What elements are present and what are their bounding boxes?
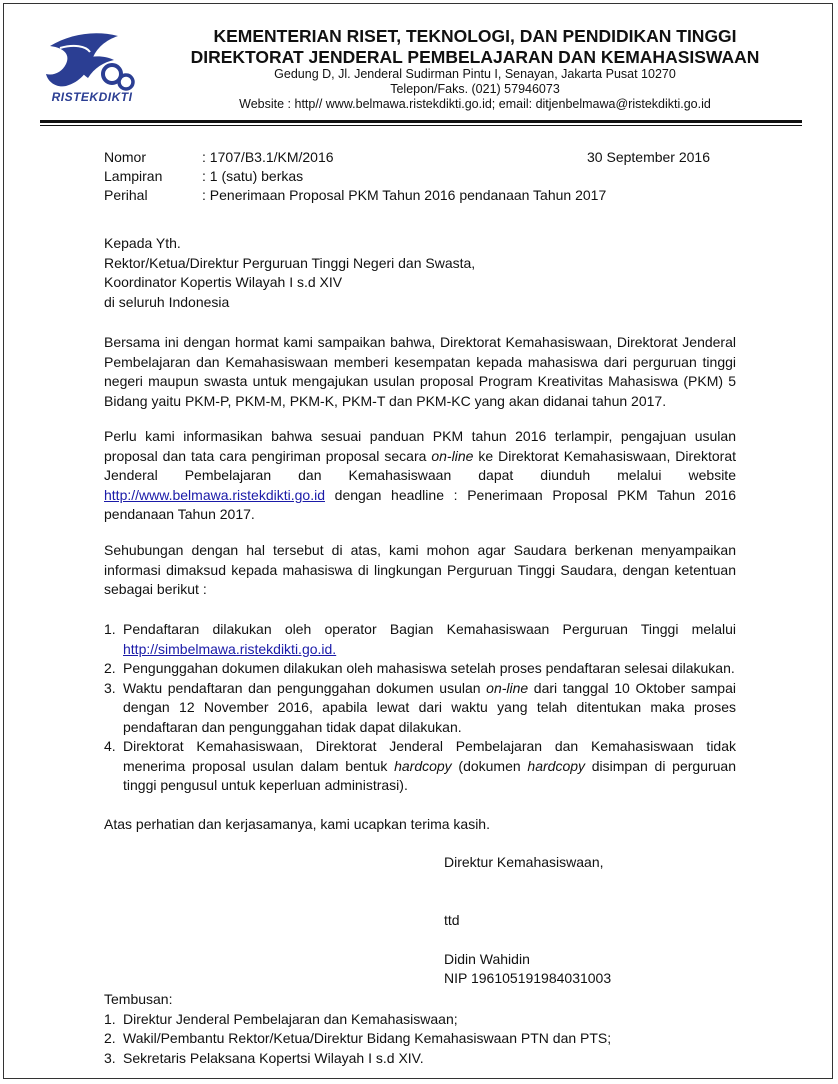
closing-sentence: Atas perhatian dan kerjasamanya, kami ucapkan terima kasih.: [104, 816, 490, 832]
list-item: [104, 620, 736, 659]
letterhead-rule-thin: [40, 125, 802, 126]
list-text: [123, 737, 736, 796]
recipient-line: di seluruh Indonesia: [104, 293, 230, 310]
list-text: Pengunggahan dokumen dilakukan oleh mahasiswa setelah proses pendaftaran selesai dilakukan.: [123, 660, 735, 676]
body-paragraph-1: Bersama ini dengan hormat kami sampaikan bahwa, Direktorat Kemahasiswaan, Direktorat Jenderal Pembelajaran dan Kemahasiswaan memberi kesempatan kepada mahasiswa dari perguruan tinggi negeri maupun swasta untuk mengajukan usulan proposal Program Kreativitas Mahasiswa (PKM) 5 Bidang yaitu PKM-P, PKM-M, PKM-K, PKM-T dan PKM-KC yang akan didanai tahun 2017.: [104, 334, 736, 409]
carbon-copy-item: [104, 1029, 744, 1049]
signature-ttd: ttd: [444, 912, 460, 928]
list-number: 2.: [104, 1030, 116, 1046]
recipient-line: Kepada Yth.: [104, 235, 181, 251]
text-run: dari tanggal 10 Oktober sampai dengan 12 November 2016, apabila lewat dari waktu yang telah ditentukan maka proses pendaftaran dan pengunggahan tidak dapat dilakukan.: [123, 679, 736, 735]
body-paragraph-3: Sehubungan dengan hal tersebut di atas, kami mohon agar Saudara berkenan menyampaikan informasi dimaksud kepada mahasiswa di lingkungan Perguruan Tinggi Saudara, dengan ketentuan sebagai berikut :: [104, 542, 736, 597]
emphasis-text: on-line: [486, 679, 529, 696]
carbon-copy-block: [104, 990, 744, 1068]
carbon-copy-text: Wakil/Pembantu Rektor/Ketua/Direktur Bidang Kemahasiswaan PTN dan PTS;: [123, 1030, 612, 1046]
list-item: [104, 737, 736, 796]
signatory-nip: NIP 196105191984031003: [444, 970, 612, 986]
office-website: Website : http// www.belmawa.ristekdikti.go.id; email: ditjenbelmawa@ristekdikti.go.id: [239, 97, 711, 111]
list-item: [104, 659, 736, 679]
belmawa-website-link[interactable]: http://www.belmawa.ristekdikti.go.id: [104, 486, 325, 503]
text-run: dengan headline : Penerimaan Proposal PKM Tahun 2016 pendanaan Tahun 2017.: [104, 486, 736, 522]
text-run: (dokumen: [451, 757, 528, 774]
list-number: 2.: [104, 660, 116, 676]
carbon-copy-item: [104, 1010, 744, 1030]
lampiran-label: Lampiran: [104, 168, 163, 184]
list-number: 1.: [104, 1010, 116, 1027]
letter-date: 30 September 2016: [587, 149, 710, 165]
text-run: Pendaftaran dilakukan oleh operator Bagian Kemahasiswaan Perguruan Tinggi melalui: [123, 621, 736, 637]
meta-lampiran: [104, 167, 724, 186]
list-number: 3.: [104, 1049, 116, 1066]
list-text: [123, 679, 736, 738]
letter-meta: [104, 148, 724, 205]
text-run: Perlu kami informasikan bahwa sesuai panduan PKM tahun 2016 terlampir, pengajuan usulan proposal dan tata cara pengiriman proposal secara: [104, 428, 736, 464]
logo-wordmark: RISTEKDIKTI: [51, 90, 133, 104]
text-run: disimpan di perguruan tinggi pengusul untuk keperluan administrasi).: [123, 757, 736, 793]
list-number: 4.: [104, 738, 116, 754]
office-phone: Telepon/Faks. (021) 57946073: [390, 82, 560, 96]
signatory-title: Direktur Kemahasiswaan,: [444, 854, 604, 870]
body-paragraph-2: [104, 427, 736, 525]
recipient-block: [104, 234, 744, 312]
signatory-name: Didin Wahidin: [444, 951, 530, 967]
list-number: 3.: [104, 679, 116, 696]
lampiran-value: : 1 (satu) berkas: [202, 168, 304, 184]
recipient-line: Koordinator Kopertis Wilayah I s.d XIV: [104, 274, 343, 290]
letterhead: [150, 26, 800, 112]
office-address: Gedung D, Jl. Jenderal Sudirman Pintu I, Senayan, Jakarta Pusat 10270: [274, 67, 676, 81]
simbelmawa-link[interactable]: http://simbelmawa.ristekdikti.go.id.: [123, 640, 337, 657]
letterhead-rule-thick: [40, 120, 802, 123]
list-number: 1.: [104, 621, 116, 637]
text-run: ke Direktorat Kemahasiswaan, Direktorat Jenderal Pembelajaran dan Kemahasiswaan dapat diunduh melalui website: [104, 447, 736, 483]
carbon-copy-text: Direktur Jenderal Pembelajaran dan Kemahasiswaan;: [123, 1010, 458, 1027]
nomor-label: Nomor: [104, 149, 147, 165]
emphasis-text: on-line: [431, 447, 474, 464]
perihal-value: : Penerimaan Proposal PKM Tahun 2016 pendanaan Tahun 2017: [202, 187, 607, 203]
text-run: Waktu pendaftaran dan pengunggahan dokumen usulan: [123, 679, 487, 696]
carbon-copy-item: [104, 1049, 744, 1069]
directorate-name: DIREKTORAT JENDERAL PEMBELAJARAN DAN KEMAHASISWAAN: [190, 47, 760, 67]
carbon-copy-label: Tembusan:: [104, 991, 173, 1007]
ministry-name: KEMENTERIAN RISET, TEKNOLOGI, DAN PENDIDIKAN TINGGI: [213, 26, 737, 46]
carbon-copy-text: Sekretaris Pelaksana Kopertsi Wilayah I s.d XIV.: [123, 1049, 424, 1066]
emphasis-text: hardcopy: [527, 757, 586, 774]
list-item: [104, 679, 736, 738]
recipient-line: Rektor/Ketua/Direktur Perguruan Tinggi Negeri dan Swasta,: [104, 254, 476, 271]
list-text: [123, 620, 736, 659]
meta-perihal: [104, 186, 724, 205]
text-run: Direktorat Kemahasiswaan, Direktorat Jenderal Pembelajaran dan Kemahasiswaan tidak menerima proposal usulan dalam bentuk: [123, 738, 736, 774]
perihal-label: Perihal: [104, 187, 148, 203]
emphasis-text: hardcopy: [394, 757, 452, 774]
meta-nomor: [104, 148, 724, 167]
nomor-value: : 1707/B3.1/KM/2016: [202, 149, 334, 165]
requirements-list: [104, 620, 736, 796]
